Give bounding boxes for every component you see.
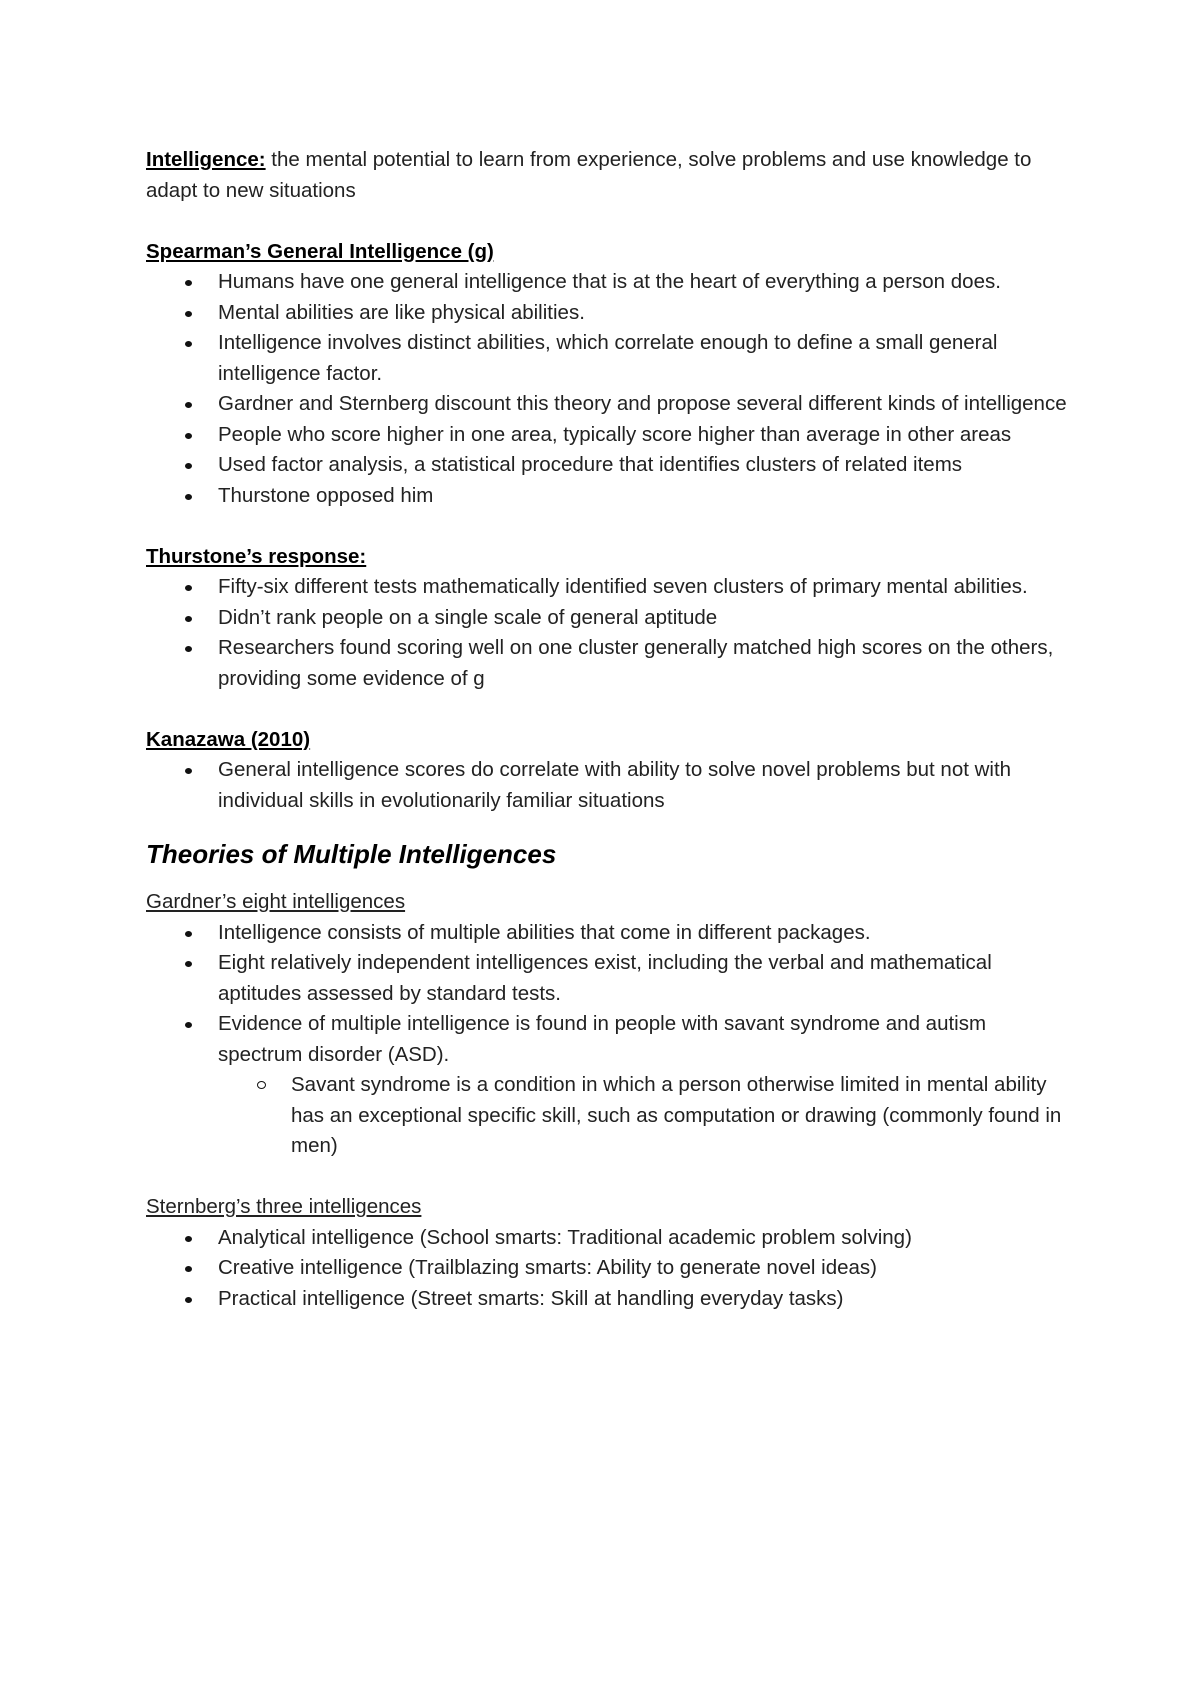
list-item: Analytical intelligence (School smarts: Traditional academic problem solving) [146, 1223, 1076, 1254]
list-item: Thurstone opposed him [146, 481, 1076, 512]
thurstone-list [146, 572, 1076, 694]
list-item: Intelligence involves distinct abilities, which correlate enough to define a small general intelligence factor. [146, 328, 1076, 389]
list-item: Researchers found scoring well on one cluster generally matched high scores on the others, providing some evidence of g [146, 633, 1076, 694]
list-item: People who score higher in one area, typically score higher than average in other areas [146, 420, 1076, 451]
section-heading: Theories of Multiple Intelligences [146, 839, 557, 869]
list-item: Creative intelligence (Trailblazing smarts: Ability to generate novel ideas) [146, 1253, 1076, 1284]
list-item: Practical intelligence (Street smarts: Skill at handling everyday tasks) [146, 1284, 1076, 1315]
thurstone-title: Thurstone’s response: [146, 544, 367, 568]
kanazawa-title: Kanazawa (2010) [146, 727, 311, 751]
document-content [146, 145, 1076, 1314]
list-item: Mental abilities are like physical abilities. [146, 298, 1076, 329]
list-item: General intelligence scores do correlate with ability to solve novel problems but not with individual skills in evolutionarily familiar situations [146, 755, 1076, 816]
gardner-list [146, 918, 1076, 1162]
list-item: Used factor analysis, a statistical procedure that identifies clusters of related items [146, 450, 1076, 481]
spearman-title: Spearman’s General Intelligence (g) [146, 239, 494, 263]
gardner-title: Gardner’s eight intelligences [146, 890, 406, 913]
list-item: Intelligence consists of multiple abilities that come in different packages. [146, 918, 1076, 949]
sub-list-item: Savant syndrome is a condition in which a person otherwise limited in mental ability has an exceptional specific skill, such as computation or drawing (commonly found in men) [146, 1070, 1076, 1162]
list-item: Didn’t rank people on a single scale of general aptitude [146, 603, 1076, 634]
list-item: Eight relatively independent intelligences exist, including the verbal and mathematical aptitudes assessed by standard tests. [146, 948, 1076, 1009]
list-item: Humans have one general intelligence that is at the heart of everything a person does. [146, 267, 1076, 298]
definition-text: the mental potential to learn from experience, solve problems and use knowledge to adapt to new situations [146, 148, 1032, 202]
list-item: Fifty-six different tests mathematically identified seven clusters of primary mental abilities. [146, 572, 1076, 603]
kanazawa-list [146, 755, 1076, 816]
intelligence-definition [146, 145, 1076, 206]
list-item: Gardner and Sternberg discount this theory and propose several different kinds of intelligence [146, 389, 1076, 420]
definition-term: Intelligence: [146, 148, 266, 171]
sternberg-title: Sternberg’s three intelligences [146, 1195, 422, 1218]
list-item: Evidence of multiple intelligence is found in people with savant syndrome and autism spectrum disorder (ASD). [146, 1009, 1076, 1070]
spearman-list [146, 267, 1076, 511]
sternberg-list [146, 1223, 1076, 1315]
